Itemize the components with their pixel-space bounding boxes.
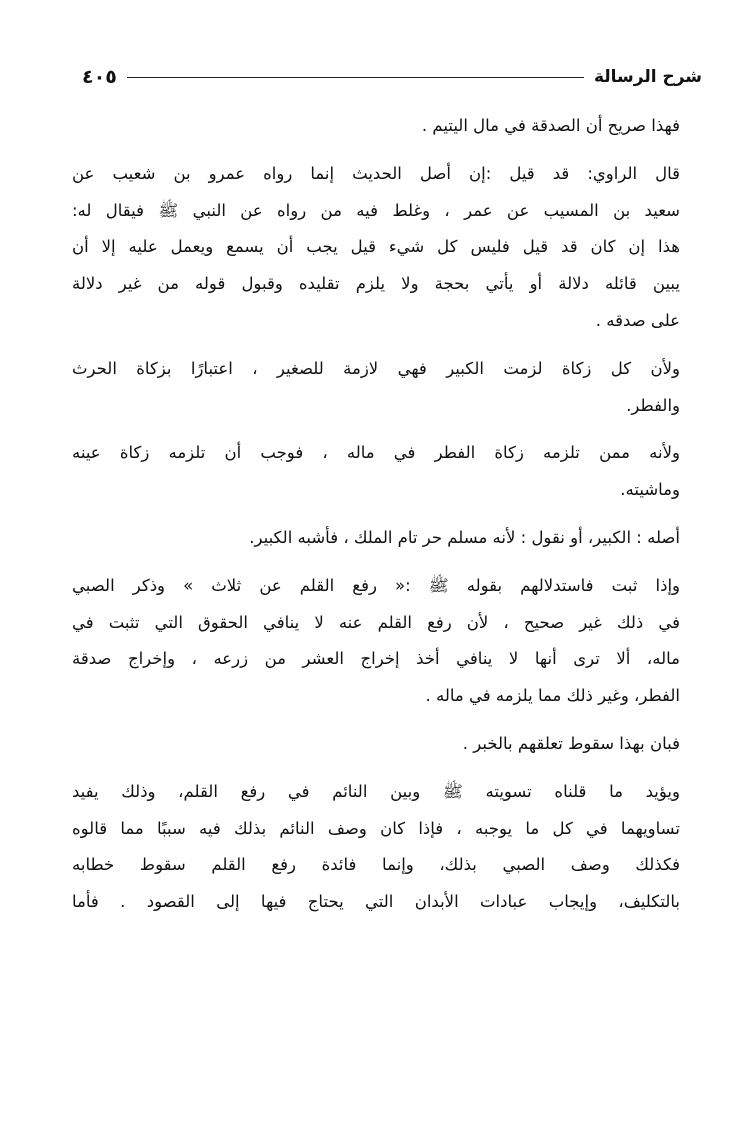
paragraph-7 <box>72 726 704 763</box>
paragraph-1 <box>72 108 704 145</box>
text-line: على صدقه . <box>595 310 680 330</box>
text-line: والفطر. <box>626 395 680 415</box>
text-line: ولأنه ممن تلزمه زكاة الفطر في ماله ، فوجب أن تلزمه زكاة عينه <box>72 443 680 463</box>
paragraph-2 <box>72 156 704 340</box>
paragraph-8 <box>72 774 704 921</box>
text-line: ولأن كل زكاة لزمت الكبير فهي لازمة للصغير ، اعتبارًا بزكاة الحرث <box>72 358 680 378</box>
paragraph-3 <box>72 351 704 425</box>
page-number: ٤٠٥ <box>82 66 117 88</box>
text-line: فهذا صريح أن الصدقة في مال اليتيم . <box>421 116 680 135</box>
paragraph-6 <box>72 568 704 715</box>
text-line: وإذا ثبت فاستدلالهم بقوله ﷺ :« رفع القلم عن ثلاث » وذكر الصبي <box>72 575 680 595</box>
text-line: تساويهما في كل ما يوجبه ، فإذا كان وصف النائم بذلك فيه سببًا مما قالوه <box>72 818 680 838</box>
paragraph-4 <box>72 435 704 509</box>
text-line: فبان بهذا سقوط تعلقهم بالخبر . <box>462 733 680 753</box>
text-line: بالتكليف، وإيجاب عبادات الأبدان التي يحتاج فيها إلى القصود . فأما <box>72 892 680 912</box>
text-line: ويؤيد ما قلناه تسويته ﷺ وبين النائم في رفع القلم، وذلك يفيد <box>72 781 680 801</box>
text-line: وماشيته. <box>620 480 680 500</box>
text-line: أصله : الكبير، أو نقول : لأنه مسلم حر تام الملك ، فأشبه الكبير. <box>249 527 680 547</box>
text-line: في ذلك غير صحيح ، لأن رفع القلم عنه لا ينافي الحقوق التي تثبت في <box>72 612 680 632</box>
running-header <box>82 60 702 94</box>
header-rule <box>127 77 584 78</box>
text-line: هذا إن كان قد قيل فليس كل شيء قيل يجب أن يسمع ويعمل عليه إلا أن <box>72 237 680 257</box>
paragraph-5 <box>72 520 704 557</box>
text-line: يبين قائله دلالة أو يأتي بحجة ولا يلزم تقليده وقبول قوله من غير دلالة <box>72 274 680 294</box>
text-line: سعيد بن المسيب عن عمر ، وغلط فيه من رواه عن النبي ﷺ فيقال له: <box>72 200 680 220</box>
book-title: شرح الرسالة <box>593 67 702 87</box>
text-line: قال الراوي: قد قيل :إن أصل الحديث إنما رواه عمرو بن شعيب عن <box>72 163 680 183</box>
page-body <box>72 108 704 932</box>
text-line: فكذلك وصف الصبي بذلك، وإنما فائدة رفع القلم سقوط خطابه <box>72 855 680 875</box>
text-line: ماله، ألا ترى أنها لا ينافي أخذ إخراج العشر من زرعه ، وإخراج صدقة <box>72 649 680 669</box>
text-line: الفطر، وغير ذلك مما يلزمه في ماله . <box>425 686 680 706</box>
